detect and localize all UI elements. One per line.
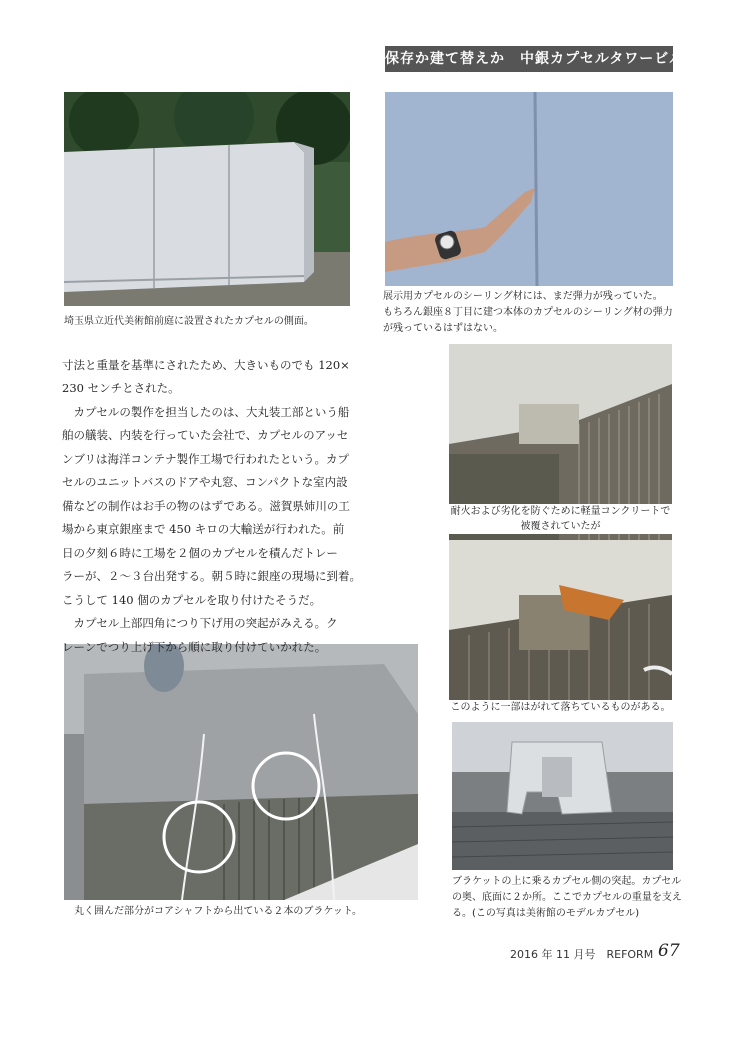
body-line: 備などの制作はお手の物のはずである。滋賀県姉川の工 — [62, 499, 350, 513]
page-footer — [510, 940, 680, 964]
body-line: レーンでつり上げ下から順に取り付けていかれた。 — [62, 640, 327, 654]
body-line: こうして 140 個のカプセルを取り付けたそうだ。 — [62, 593, 322, 607]
peeled-caption: このように一部はがれて落ちているものがある。 — [450, 702, 671, 713]
body-line: ラーが、２～３台出発する。朝５時に銀座の現場に到着。 — [62, 569, 361, 583]
sealing-caption-line-2: もちろん銀座８丁目に建つ本体のカプセルのシーリング材の弾力 — [383, 307, 673, 318]
museum-capsule-photo — [64, 92, 350, 306]
body-line: ンブリは海洋コンテナ製作工場で行われたという。カプ — [62, 452, 350, 466]
body-line: カプセルの製作を担当したのは、大丸装工部という船 — [62, 405, 350, 419]
bracket-model-photo — [452, 722, 673, 870]
page-header — [0, 0, 738, 42]
peeled-photo — [449, 540, 672, 700]
body-line: 日の夕刻６時に工場を２個のカプセルを積んだトレー — [62, 546, 338, 560]
sealing-caption-line-3: が残っているはずはない。 — [383, 323, 503, 334]
body-line: 230 センチとされた。 — [62, 381, 180, 395]
museum-capsule-caption: 埼玉県立近代美術館前庭に設置されたカプセルの側面。 — [64, 316, 314, 327]
sealing-caption-line-1: 展示用カプセルのシーリング材には、まだ弾力が残っていた。 — [383, 291, 663, 302]
body-line: 舶の艤装、内装を行っていた会社で、カプセルのアッセ — [62, 428, 349, 442]
capsule-bottom-caption: 丸く囲んだ部分がコアシャフトから出ている２本のブラケット。 — [74, 906, 362, 917]
issue-date: 2016 年 11 月号 REFORM — [510, 948, 654, 961]
concrete-caption-line-2: 被覆されていたが — [520, 521, 601, 532]
section-title: 保存か建て替えか 中銀カプセルタワービル — [385, 51, 685, 67]
body-line: カプセル上部四角につり下げ用の突起がみえる。ク — [62, 616, 338, 630]
bracket-caption-line-1: ブラケットの上に乗るカプセル側の突起。カプセル — [452, 876, 682, 887]
bracket-caption-line-3: る。(この写真は美術館のモデルカプセル) — [452, 908, 640, 919]
concrete-caption-line-1: 耐火および劣化を防ぐために軽量コンクリートで — [450, 506, 671, 517]
body-line: 寸法と重量を基準にされたため、大きいものでも 120× — [62, 358, 350, 372]
concrete-caption — [449, 504, 672, 534]
bracket-caption-line-2: の奥、底面に２か所。ここでカプセルの重量を支え — [452, 892, 682, 903]
body-line: セルのユニットバスのドアや丸窓、コンパクトな室内設 — [62, 475, 348, 489]
sealing-photo — [385, 92, 673, 286]
page-number: 67 — [658, 941, 680, 961]
capsule-bottom-photo — [64, 644, 418, 900]
body-line: 場から東京銀座まで 450 キロの大輸送が行われた。前 — [62, 522, 345, 536]
